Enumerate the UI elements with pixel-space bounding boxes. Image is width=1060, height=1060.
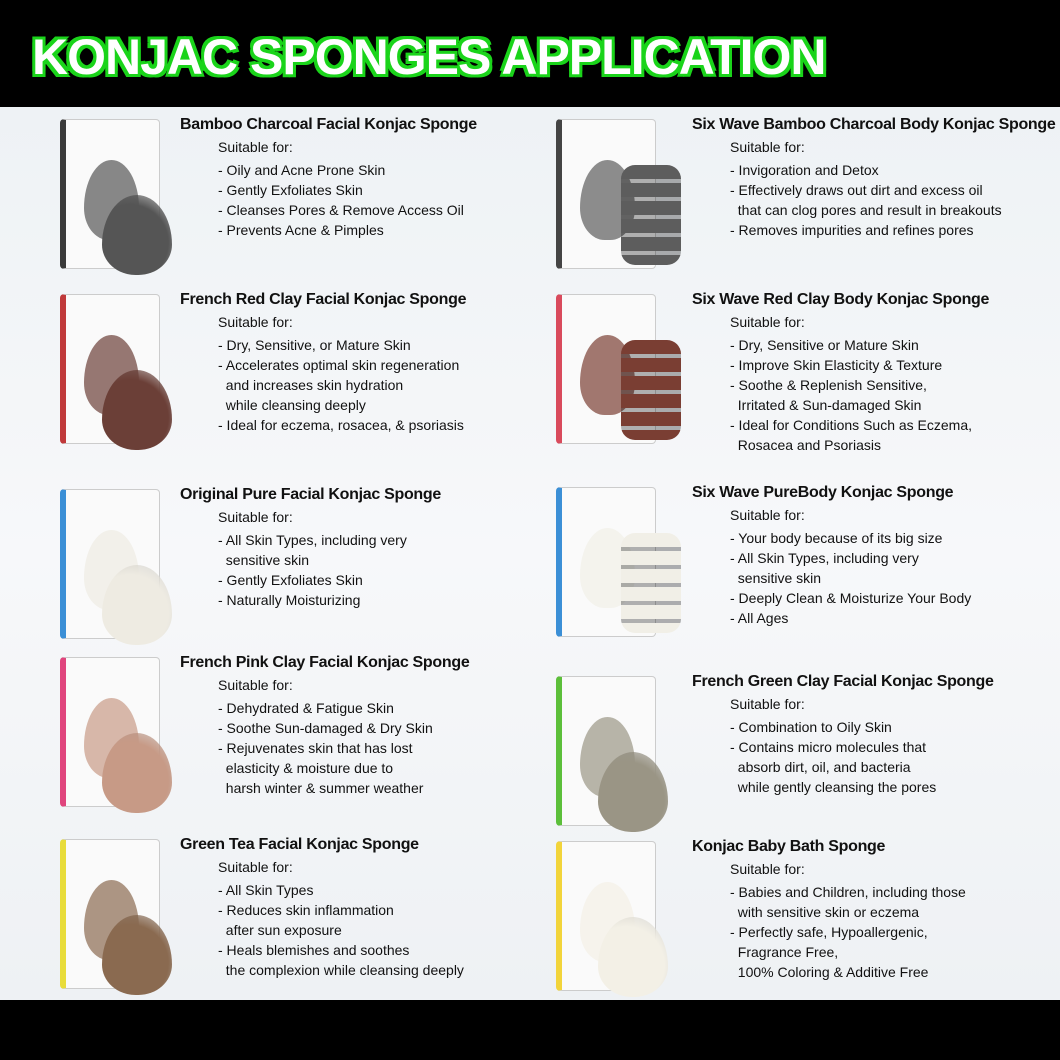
suitable-label: Suitable for:	[730, 507, 805, 523]
product-name: French Pink Clay Facial Konjac Sponge	[180, 654, 470, 671]
product-name: Six Wave Red Clay Body Konjac Sponge	[692, 291, 990, 308]
benefit-item: - Heals blemishes and soothes the complexion while cleansing deeply	[218, 942, 464, 978]
benefit-item: - Cleanses Pores & Remove Access Oil	[218, 202, 464, 218]
benefit-item: - Deeply Clean & Moisturize Your Body	[730, 590, 972, 606]
suitable-label: Suitable for:	[218, 509, 293, 525]
benefit-item: - Perfectly safe, Hypoallergenic, Fragrance Free, 100% Coloring & Additive Free	[730, 924, 929, 980]
product-entry	[0, 672, 1060, 842]
suitable-label: Suitable for:	[218, 677, 293, 693]
product-entry	[0, 837, 1060, 1007]
benefit-item: - Gently Exfoliates Skin	[218, 572, 363, 588]
sponge-image	[621, 533, 681, 633]
sponge-image	[621, 165, 681, 265]
product-entry	[0, 115, 1060, 285]
suitable-label: Suitable for:	[218, 139, 293, 155]
benefit-item: - Effectively draws out dirt and excess oil that can clog pores and result in breakouts	[730, 182, 1002, 218]
product-description	[692, 837, 1060, 982]
product-name: Six Wave Bamboo Charcoal Body Konjac Sponge	[692, 116, 1056, 133]
sponge-image	[621, 340, 681, 440]
benefit-item: - Accelerates optimal skin regeneration and increases skin hydration while cleansing deeply	[218, 357, 460, 413]
benefit-item: - Dry, Sensitive, or Mature Skin	[218, 337, 411, 353]
benefit-list	[730, 335, 1060, 455]
benefit-list	[730, 717, 1060, 797]
benefit-item: - Prevents Acne & Pimples	[218, 222, 384, 238]
product-name: French Red Clay Facial Konjac Sponge	[180, 291, 467, 308]
benefit-list	[730, 882, 1060, 982]
benefit-item: - Gently Exfoliates Skin	[218, 182, 363, 198]
product-name: Original Pure Facial Konjac Sponge	[180, 486, 441, 503]
benefit-item: - Rejuvenates skin that has lost elasticity & moisture due to harsh winter & summer weather	[218, 740, 424, 796]
product-name: Bamboo Charcoal Facial Konjac Sponge	[180, 116, 477, 133]
product-entry	[0, 290, 1060, 460]
product-name: Green Tea Facial Konjac Sponge	[180, 836, 419, 853]
benefit-item: - Invigoration and Detox	[730, 162, 879, 178]
product-grid	[0, 107, 1060, 1000]
benefit-item: - Ideal for eczema, rosacea, & psoriasis	[218, 417, 464, 433]
benefit-item: - Contains micro molecules that absorb dirt, oil, and bacteria while gently cleansing the pores	[730, 739, 937, 795]
benefit-item: - Dry, Sensitive or Mature Skin	[730, 337, 919, 353]
product-name: Konjac Baby Bath Sponge	[692, 838, 886, 855]
suitable-label: Suitable for:	[730, 861, 805, 877]
product-description	[692, 483, 1060, 628]
benefit-item: - Soothe & Replenish Sensitive, Irritated & Sun-damaged Skin	[730, 377, 927, 413]
benefit-item: - Ideal for Conditions Such as Eczema, Rosacea and Psoriasis	[730, 417, 973, 453]
product-name: French Green Clay Facial Konjac Sponge	[692, 673, 994, 690]
product-description	[692, 290, 1060, 455]
sponge-image	[598, 917, 668, 997]
page-title: KONJAC SPONGES APPLICATION	[32, 29, 826, 85]
sponge-image	[598, 752, 668, 832]
benefit-item: - Your body because of its big size	[730, 530, 943, 546]
benefit-item: - Soothe Sun-damaged & Dry Skin	[218, 720, 433, 736]
benefit-item: - Combination to Oily Skin	[730, 719, 892, 735]
suitable-label: Suitable for:	[218, 859, 293, 875]
product-description	[692, 672, 1060, 797]
benefit-item: - All Skin Types, including very sensitive skin	[730, 550, 919, 586]
benefit-item: - Reduces skin inflammation after sun exposure	[218, 902, 394, 938]
suitable-label: Suitable for:	[730, 139, 805, 155]
benefit-item: - Babies and Children, including those with sensitive skin or eczema	[730, 884, 966, 920]
suitable-label: Suitable for:	[218, 314, 293, 330]
product-name: Six Wave PureBody Konjac Sponge	[692, 484, 954, 501]
suitable-label: Suitable for:	[730, 314, 805, 330]
benefit-list	[730, 160, 1060, 240]
benefit-item: - All Skin Types, including very sensitive skin	[218, 532, 407, 568]
benefit-item: - Oily and Acne Prone Skin	[218, 162, 386, 178]
product-entry	[0, 483, 1060, 653]
footer-bar	[0, 1000, 1060, 1060]
product-description	[692, 115, 1060, 240]
header-banner	[0, 0, 1060, 107]
benefit-item: - Dehydrated & Fatigue Skin	[218, 700, 394, 716]
benefit-item: - All Ages	[730, 610, 789, 626]
benefit-item: - Naturally Moisturizing	[218, 592, 361, 608]
benefit-item: - All Skin Types	[218, 882, 314, 898]
suitable-label: Suitable for:	[730, 696, 805, 712]
benefit-item: - Removes impurities and refines pores	[730, 222, 974, 238]
benefit-item: - Improve Skin Elasticity & Texture	[730, 357, 943, 373]
benefit-list	[730, 528, 1060, 628]
